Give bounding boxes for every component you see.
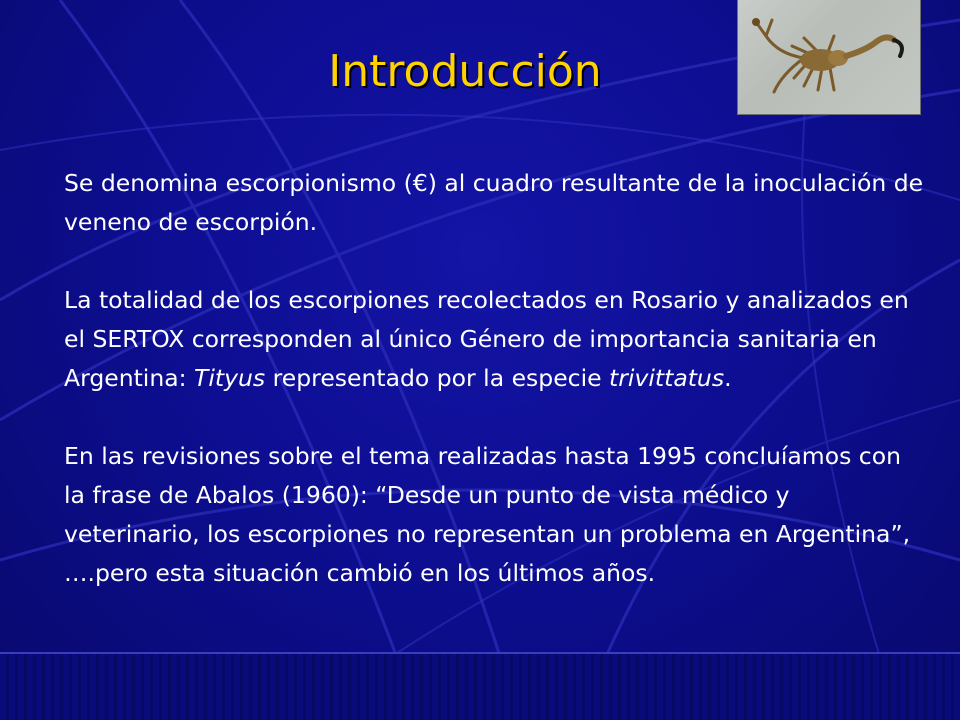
bottom-band [0,652,960,720]
slide-title: Introducción [328,46,602,97]
slide-body [64,164,924,593]
paragraph-tityus-text-3: . [724,364,732,392]
paragraph-definition: Se denomina escorpionismo (€) al cuadro resultante de la inoculación de veneno de escorpión. [64,169,924,236]
scorpion-icon [738,0,920,114]
paragraph-abalos-quote: En las revisiones sobre el tema realizadas hasta 1995 concluíamos con la frase de Abalos (1960): “Desde un punto de vista médico y veterinario, los escorpiones no representan un problema en Argentina”, ….pero esta situación cambió en los últimos años. [64,442,911,587]
genus-name: Tityus [194,364,266,392]
paragraph-tityus-text-1: La totalidad de los escorpiones recolectados en Rosario y analizados en el SERTOX corresponden al único Género de importancia sanitaria en Argentina: [64,286,909,392]
paragraph-tityus [64,281,924,398]
scorpion-photo [738,0,920,114]
species-name: trivittatus [609,364,725,392]
paragraph-tityus-text-2: representado por la especie [265,364,610,392]
